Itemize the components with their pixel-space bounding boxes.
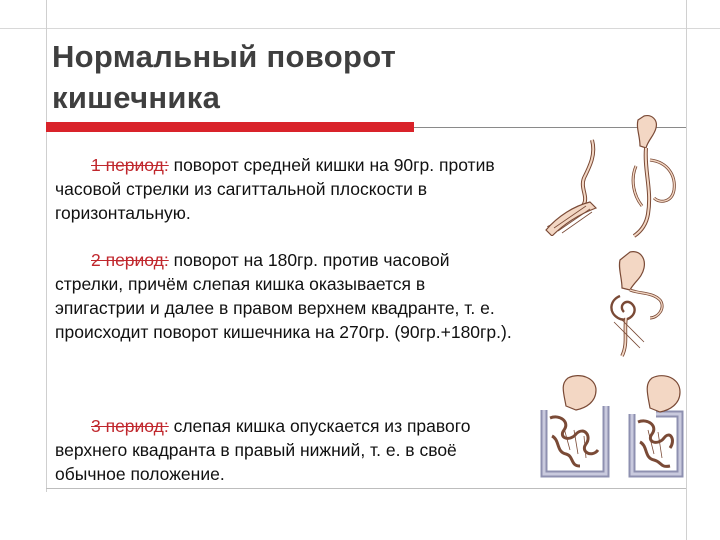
intestine-stage-3b-illustration: [626, 370, 686, 480]
illustration-stage-3b: [626, 370, 686, 480]
frame-line-bottom: [46, 488, 686, 489]
title-accent-bar: [46, 122, 414, 132]
slide-title: Нормальный поворот кишечника: [52, 39, 397, 115]
illustration-stage-3a: [540, 370, 612, 480]
intestine-stage-1a-illustration: [540, 136, 610, 236]
frame-line-left: [46, 0, 47, 492]
frame-line-right: [686, 0, 687, 540]
illustration-stage-1a: [540, 136, 610, 236]
intestine-stage-2-illustration: [600, 248, 670, 360]
period-2-label: 2 период:: [91, 250, 169, 270]
paragraph-period-2: [55, 248, 515, 344]
period-1-text: поворот средней кишки на 90гр. против часовой стрелки из сагиттальной плоскости в горизонтальную.: [55, 155, 495, 223]
intestine-stage-3a-illustration: [540, 370, 612, 480]
intestine-stage-1b-illustration: [618, 110, 682, 240]
illustration-stage-1b: [618, 110, 682, 240]
period-3-label: 3 период:: [91, 416, 169, 436]
illustration-stage-2: [600, 248, 670, 360]
period-3-text: слепая кишка опускается из правого верхнего квадранта в правый нижний, т. е. в своё обычное положение.: [55, 416, 471, 484]
paragraph-period-3: [55, 414, 515, 486]
frame-line-top: [0, 28, 720, 29]
period-2-text: поворот на 180гр. против часовой стрелки, причём слепая кишка оказывается в эпигастрии и далее в правом верхнем квадранте, т. е. происходит поворот кишечника на 270гр. (90гр.+180гр.).: [55, 250, 512, 342]
period-1-label: 1 период:: [91, 155, 169, 175]
paragraph-period-1: [55, 153, 515, 225]
